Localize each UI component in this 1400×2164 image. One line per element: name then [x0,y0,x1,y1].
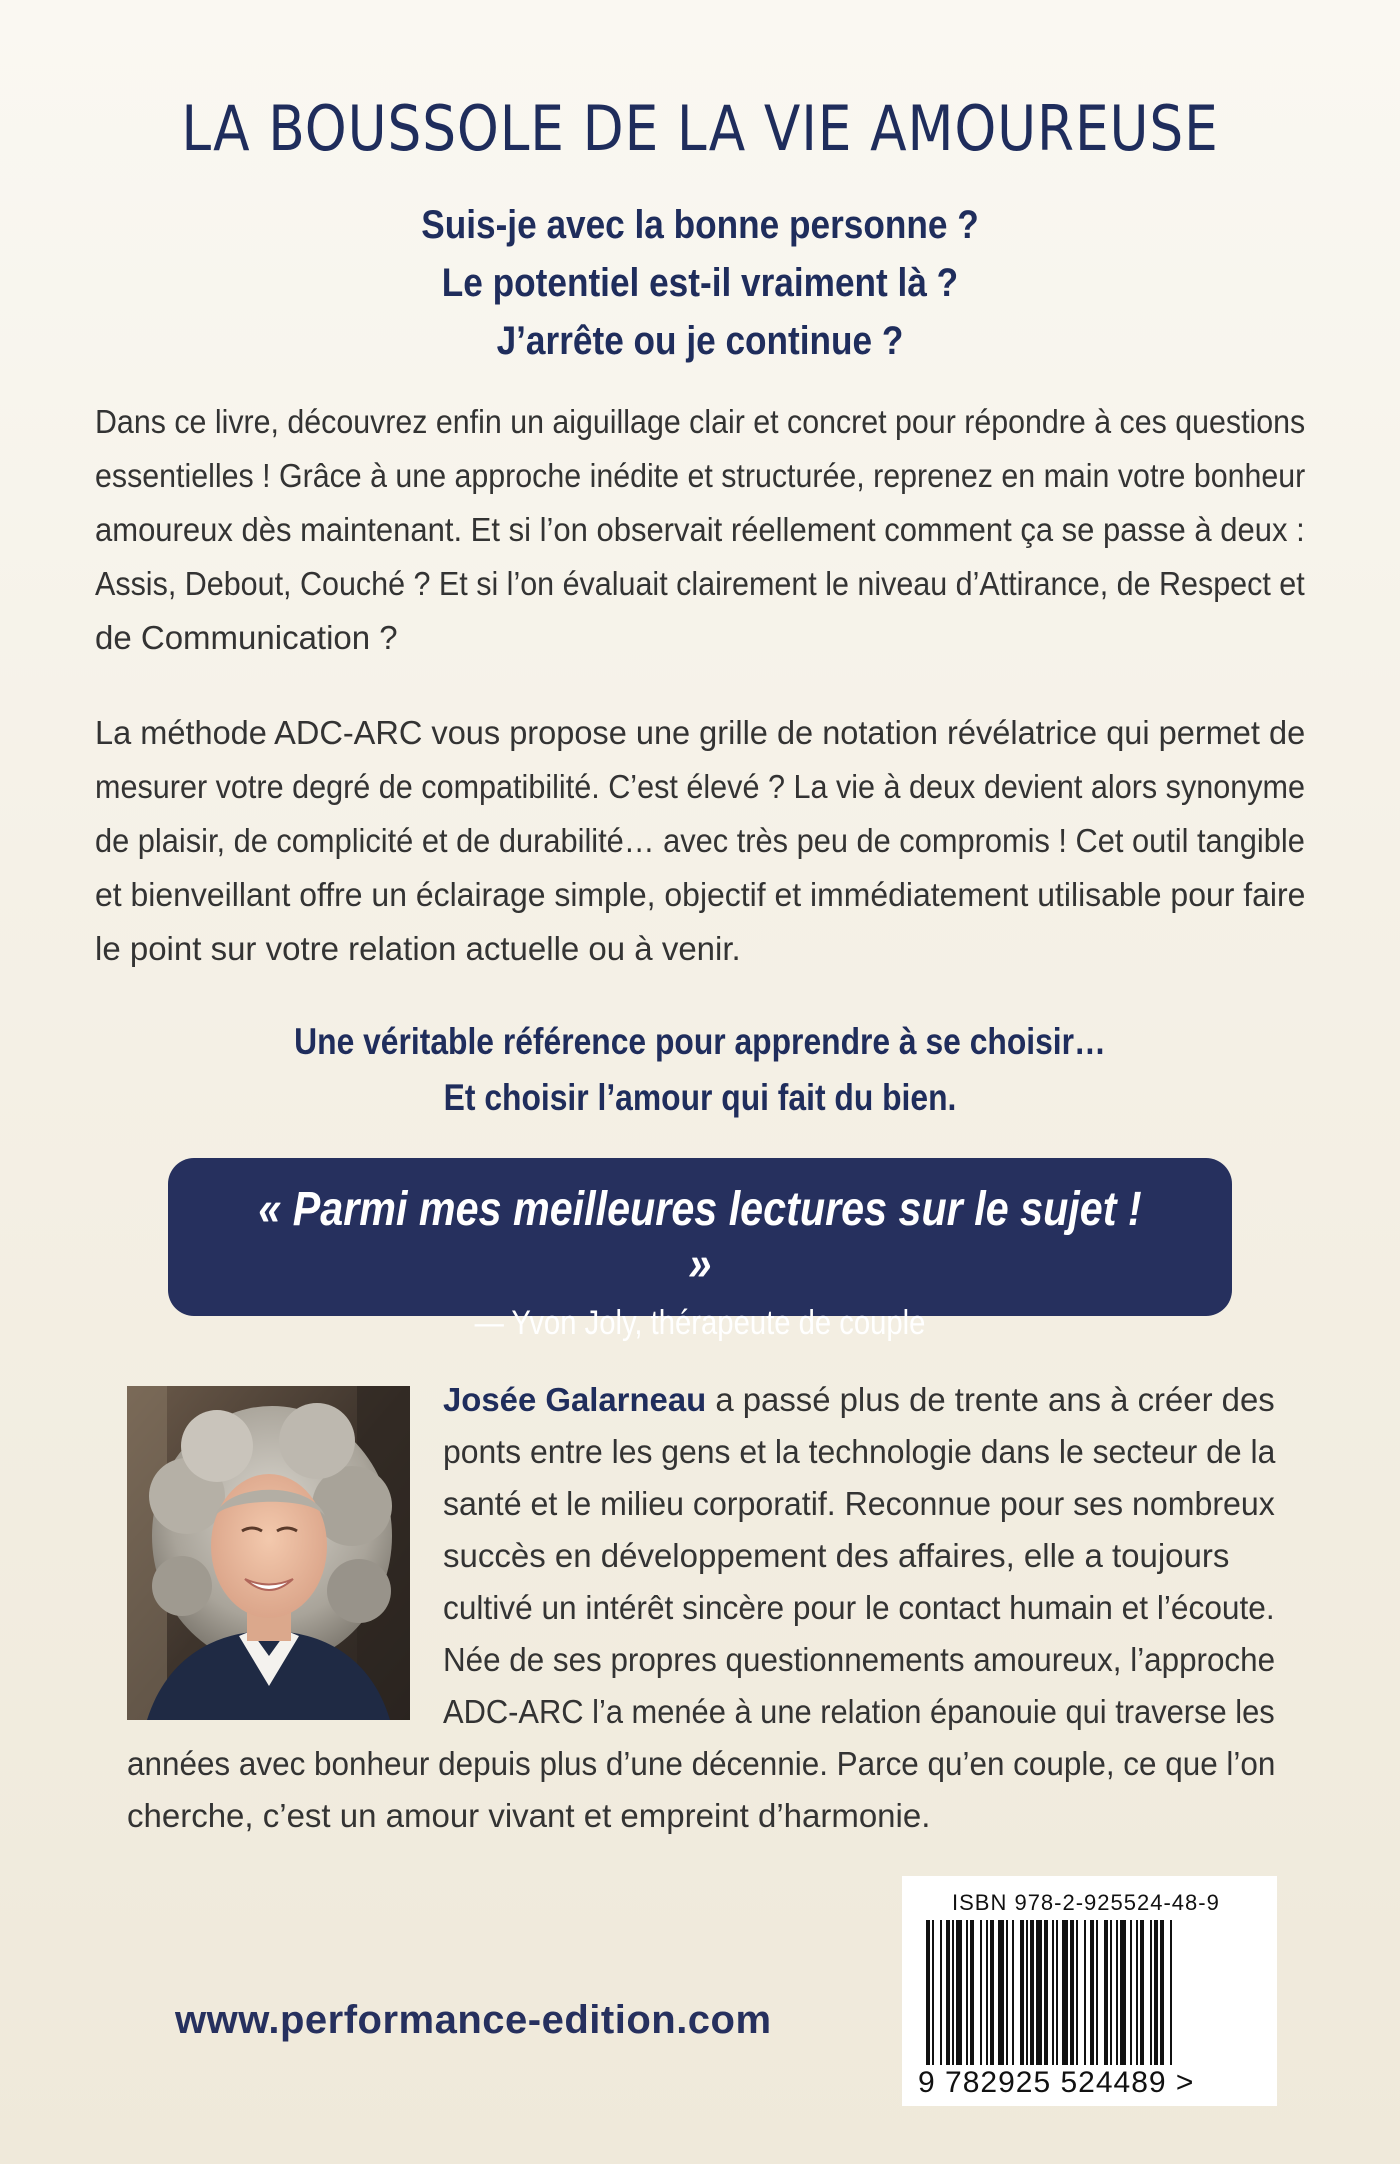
barcode-bar [1154,1920,1158,2065]
barcode-bar [970,1920,974,2065]
barcode-bar [966,1920,968,2065]
barcode-bar [956,1920,962,2065]
bio-line: santé et le milieu corporatif. Reconnue pour ses nombreux [443,1485,1275,1522]
barcode-bar [986,1920,988,2065]
bio-text: a passé plus de trente ans à créer des [715,1381,1275,1418]
barcode-bar [1062,1920,1068,2065]
bio-line: Née de ses propres questionnements amoureux, l’approche [443,1641,1276,1678]
barcode-bar [952,1920,954,2065]
barcode-bar [998,1920,1004,2065]
barcode-bar [1044,1920,1048,2065]
barcode-bar [1120,1920,1126,2065]
barcode-bar [1006,1920,1008,2065]
barcode-bar [926,1920,930,2065]
testimonial-author: — Yvon Joly, thérapeute de couple [474,1304,926,1342]
book-title: LA BOUSSOLE DE LA VIE AMOUREUSE [181,92,1219,165]
barcode-bar [1104,1920,1108,2065]
barcode-bar [1116,1920,1118,2065]
barcode-bar [1070,1920,1074,2065]
paragraph-line: mesurer votre degré de compatibilité. C’est élevé ? La vie à deux devient alors synonyme [95,768,1306,805]
paragraph-line: Dans ce livre, découvrez enfin un aiguillage clair et concret pour répondre à ces questions [95,403,1306,440]
tagline-line: Et choisir l’amour qui fait du bien. [443,1077,957,1118]
publisher-website[interactable]: www.performance-edition.com [175,1998,772,2042]
tagline-line: Une véritable référence pour apprendre à se choisir… [294,1021,1106,1062]
method-paragraph [95,706,1305,976]
barcode-bar [990,1920,994,2065]
barcode-bar [1170,1920,1172,2065]
bio-line: cultivé un intérêt sincère pour le contact humain et l’écoute. [443,1589,1275,1626]
paragraph-line: de plaisir, de complicité et de durabilité… avec très peu de compromis ! Cet outil tangible [95,822,1305,859]
isbn-barcode [902,1876,1277,2106]
intro-paragraph [95,395,1305,665]
paragraph-line: et bienveillant offre un éclairage simple, objectif et immédiatement utilisable pour faire [95,876,1306,913]
barcode-bar [1076,1920,1078,2065]
bio-line: années avec bonheur depuis plus d’une décennie. Parce qu’en couple, ce que l’on [127,1745,1276,1782]
barcode-bar [1052,1920,1054,2065]
bio-line: succès en développement des affaires, elle a toujours [443,1537,1230,1574]
barcode-bar [932,1920,934,2065]
bio-line: ponts entre les gens et la technologie dans le secteur de la [443,1433,1276,1470]
author-name: Josée Galarneau [443,1381,707,1418]
barcode-digits: 9 782925 524489 > [918,2066,1195,2099]
question-line: Suis-je avec la bonne personne ? [421,203,979,247]
paragraph-line: amoureux dès maintenant. Et si l’on observait réellement comment ça se passe à deux : [95,511,1305,548]
barcode-bar [1056,1920,1058,2065]
barcode-bar [1136,1920,1138,2065]
bio-line: ADC-ARC l’a menée à une relation épanouie qui traverse les [443,1693,1275,1730]
paragraph-line: de Communication ? [95,619,398,656]
author-photo [127,1386,410,1720]
testimonial-box [168,1158,1232,1342]
tagline [0,1014,1400,1126]
barcode-bar [1084,1920,1086,2065]
barcode-bar [1130,1920,1132,2065]
isbn-number: ISBN 978-2-925524-48-9 [952,1890,1220,1915]
bio-line: cherche, c’est un amour vivant et empreint d’harmonie. [127,1797,931,1834]
barcode-bar [1030,1920,1034,2065]
barcode-bars [926,1920,1256,2070]
questions [0,196,1400,370]
barcode-bar [946,1920,950,2065]
barcode-bar [1090,1920,1094,2065]
question-line: Le potentiel est-il vraiment là ? [441,261,959,305]
bio-line [443,1374,1275,1427]
barcode-bar [1096,1920,1098,2065]
barcode-bar [1036,1920,1042,2065]
barcode-bar [1020,1920,1024,2065]
paragraph-line: essentielles ! Grâce à une approche inédite et structurée, reprenez en main votre bonheur [95,457,1306,494]
barcode-bar [1150,1920,1152,2065]
paragraph-line: le point sur votre relation actuelle ou à venir. [95,930,741,967]
author-portrait-image [127,1386,410,1720]
barcode-bar [1012,1920,1014,2065]
paragraph-line: La méthode ADC-ARC vous propose une grille de notation révélatrice qui permet de [95,714,1306,751]
barcode-bar [980,1920,982,2065]
barcode-bar [1140,1920,1144,2065]
question-line: J’arrête ou je continue ? [496,319,904,363]
paragraph-line: Assis, Debout, Couché ? Et si l’on évaluait clairement le niveau d’Attirance, de Respect et [95,565,1305,602]
testimonial-quote: « Parmi mes meilleures lectures sur le sujet ! » [258,1183,1142,1291]
barcode-bar [1160,1920,1164,2065]
barcode-bar [1110,1920,1112,2065]
barcode-bar [1026,1920,1028,2065]
barcode-bar [940,1920,942,2065]
